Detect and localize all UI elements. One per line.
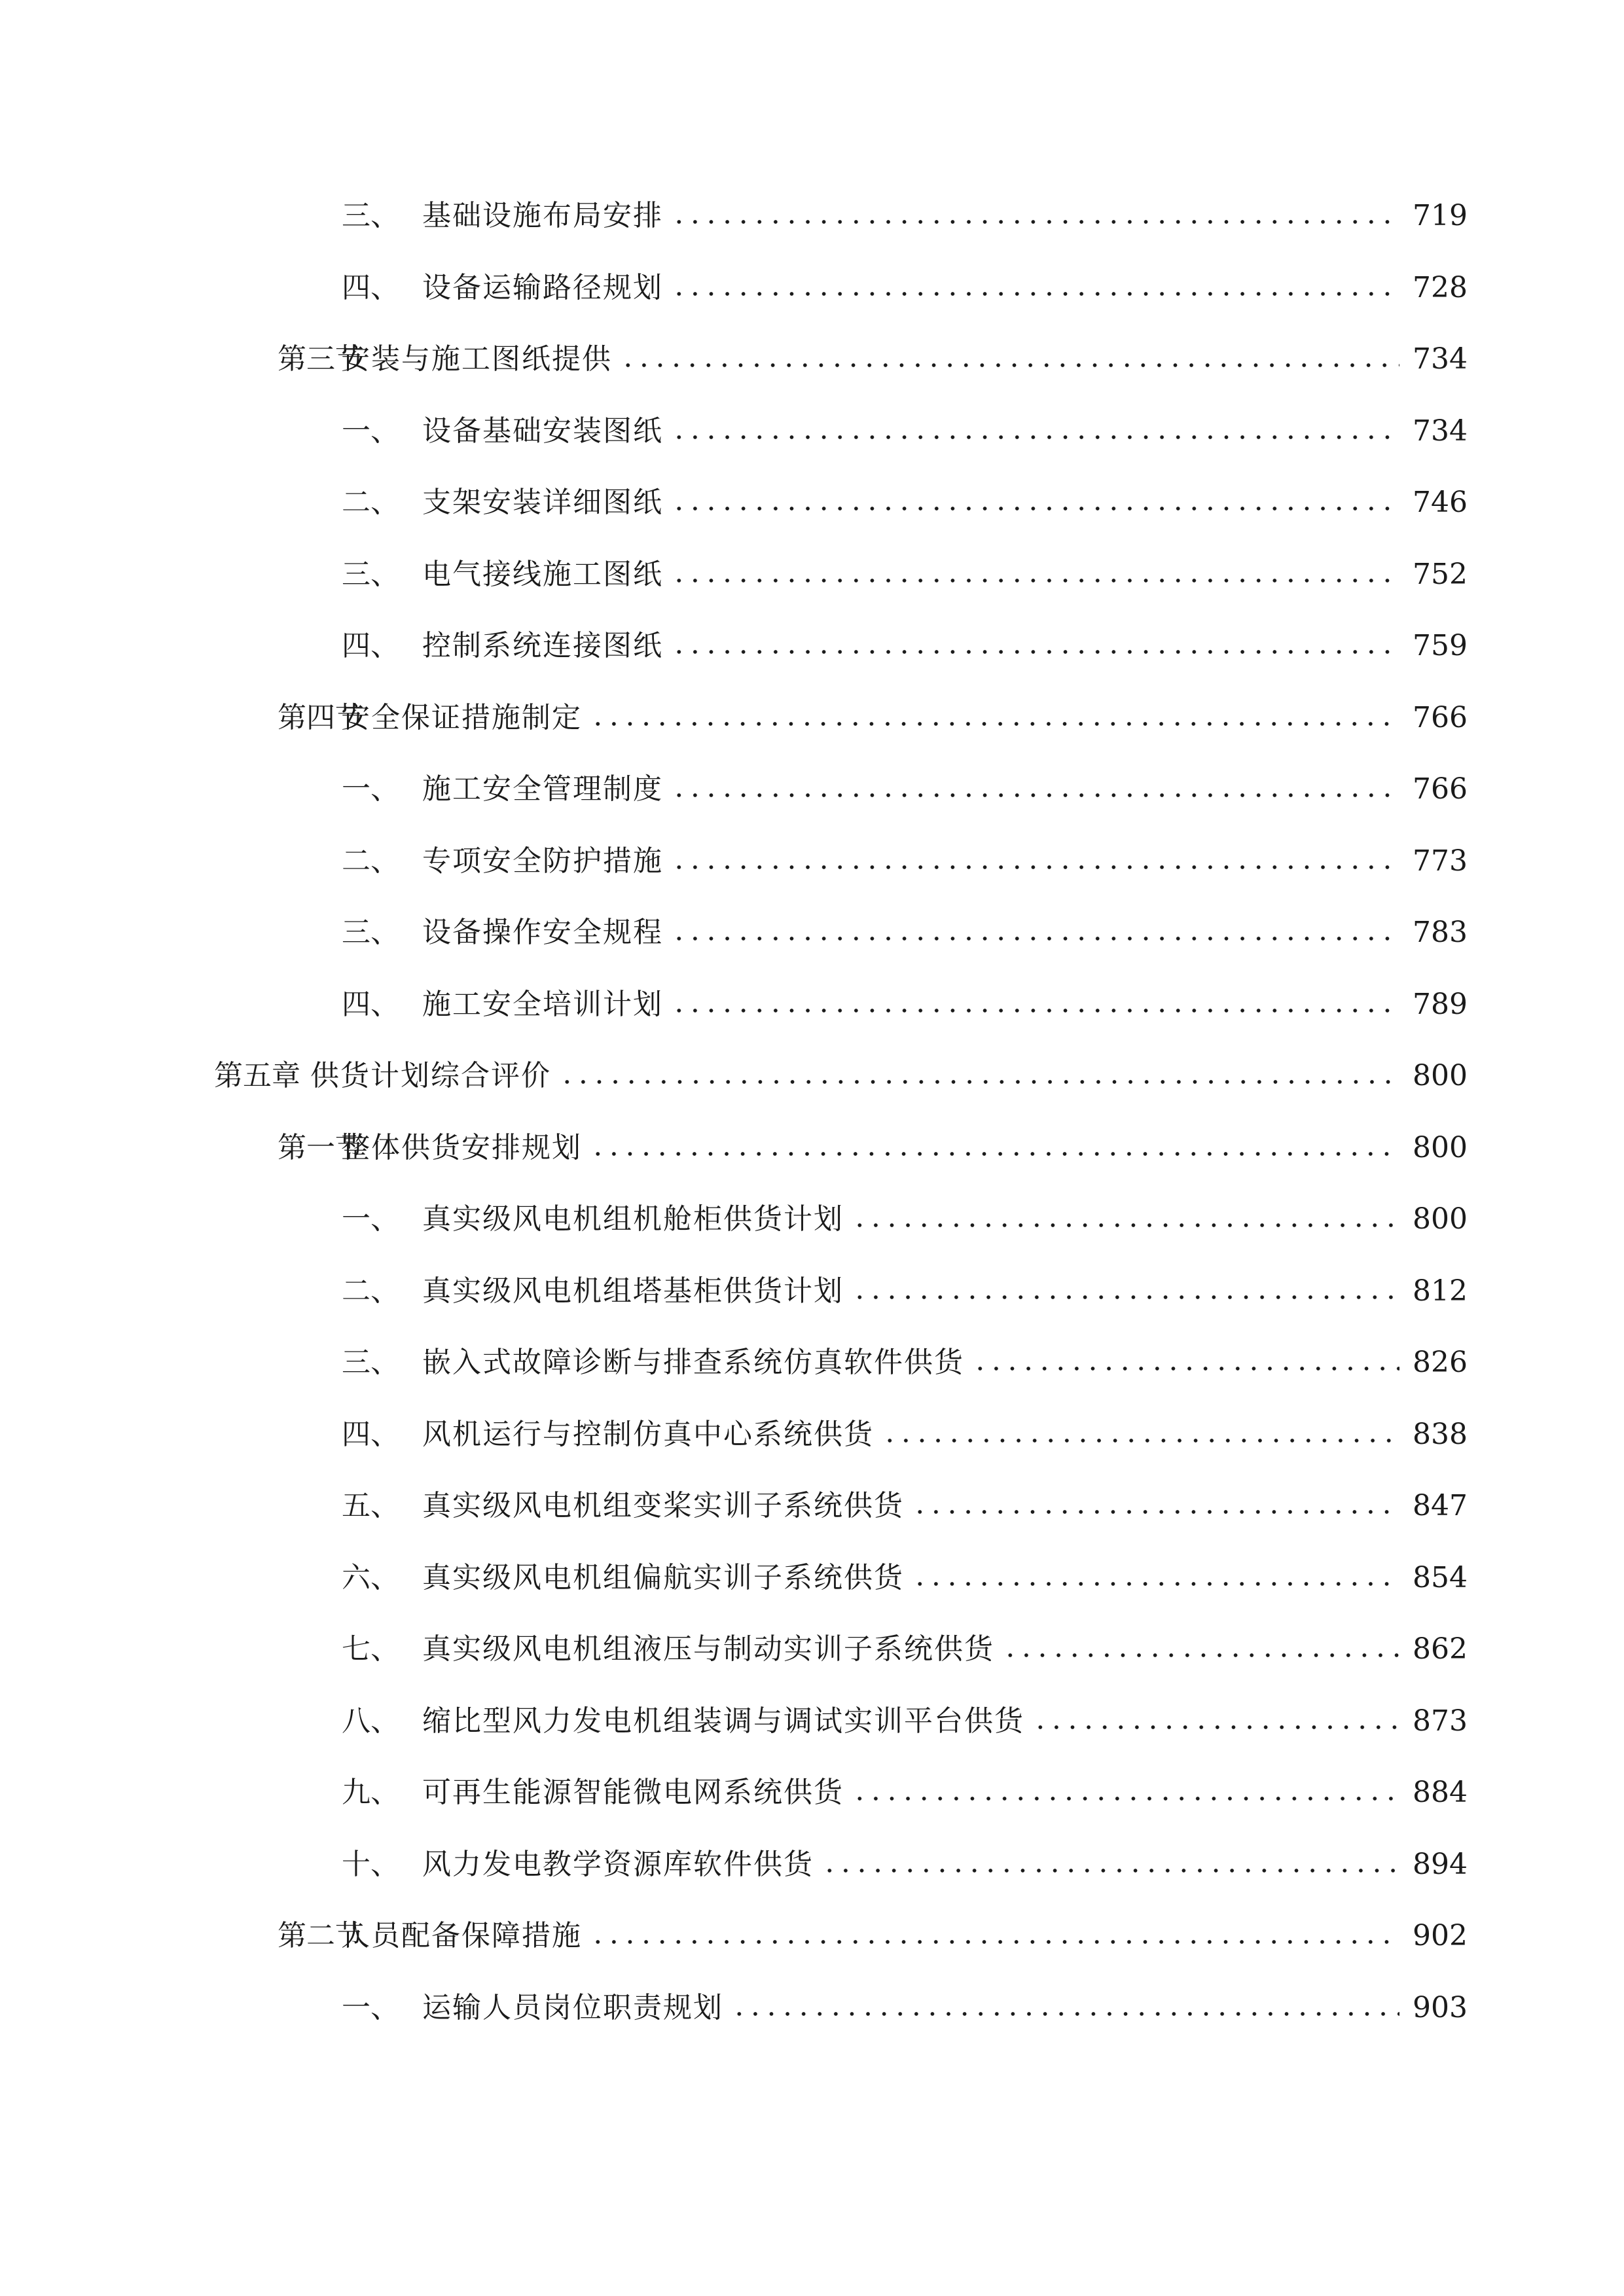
toc-entry-title: 风力发电教学资源库软件供货	[422, 1848, 814, 1881]
toc-entry-item[interactable]	[342, 1340, 1468, 1386]
toc-dot-leader	[590, 1939, 1399, 1945]
toc-entry-number: 一、	[342, 1202, 399, 1236]
toc-entry-title: 真实级风电机组偏航实训子系统供货	[422, 1561, 904, 1594]
toc-entry-number: 二、	[342, 844, 399, 878]
toc-dot-leader	[559, 1079, 1399, 1085]
toc-entry-number: 四、	[342, 629, 399, 662]
toc-entry-chapter[interactable]	[214, 1053, 1468, 1099]
toc-entry-number: 四、	[342, 271, 399, 304]
toc-entry-title: 运输人员岗位职责规划	[422, 1991, 723, 2024]
toc-dot-leader	[671, 649, 1399, 655]
toc-entry-page-number: 847	[1413, 1489, 1468, 1522]
toc-entry-page-number: 766	[1413, 701, 1468, 734]
toc-entry-page-number: 854	[1413, 1561, 1468, 1594]
toc-entry-title: 基础设施布局安排	[422, 199, 663, 232]
toc-entry-page-number: 800	[1413, 1059, 1468, 1092]
toc-entry-page-number: 759	[1413, 629, 1468, 662]
toc-entry-item[interactable]	[342, 766, 1468, 812]
toc-entry-number: 三、	[342, 1346, 399, 1379]
toc-entry-page-number: 800	[1413, 1202, 1468, 1236]
toc-entry-number: 四、	[342, 1418, 399, 1451]
toc-entry-item[interactable]	[342, 1698, 1468, 1744]
toc-entry-number: 五、	[342, 1489, 399, 1522]
toc-entry-section[interactable]	[278, 1125, 1468, 1171]
toc-entry-title: 嵌入式故障诊断与排查系统仿真软件供货	[422, 1346, 964, 1379]
toc-entry-item[interactable]	[342, 480, 1468, 526]
toc-entry-item[interactable]	[342, 910, 1468, 956]
toc-entry-number: 第四节	[278, 701, 364, 734]
toc-entry-title: 缩比型风力发电机组装调与调试实训平台供货	[422, 1704, 1024, 1738]
toc-entry-title: 真实级风电机组液压与制动实训子系统供货	[422, 1632, 994, 1666]
toc-entry-title: 可再生能源智能微电网系统供货	[422, 1776, 844, 1809]
toc-entry-item[interactable]	[342, 408, 1468, 454]
toc-entry-section[interactable]	[278, 695, 1468, 741]
toc-entry-number: 三、	[342, 558, 399, 591]
toc-entry-number: 第二节	[278, 1919, 364, 1952]
toc-dot-leader	[671, 578, 1399, 583]
toc-entry-item[interactable]	[342, 1555, 1468, 1601]
toc-dot-leader	[671, 219, 1399, 224]
toc-entry-number: 三、	[342, 916, 399, 949]
toc-entry-item[interactable]	[342, 1268, 1468, 1314]
toc-entry-title: 支架安装详细图纸	[422, 486, 663, 519]
toc-dot-leader	[852, 1796, 1399, 1801]
toc-entry-item[interactable]	[342, 1770, 1468, 1816]
toc-dot-leader	[671, 865, 1399, 870]
toc-dot-leader	[912, 1509, 1399, 1515]
toc-entry-number: 八、	[342, 1704, 399, 1738]
toc-entry-number: 一、	[342, 1991, 399, 2024]
toc-dot-leader	[1002, 1653, 1399, 1658]
toc-entry-title: 设备基础安装图纸	[422, 414, 663, 448]
toc-entry-page-number: 826	[1413, 1346, 1468, 1379]
toc-entry-item[interactable]	[342, 1483, 1468, 1529]
toc-entry-page-number: 734	[1413, 342, 1468, 376]
toc-entry-title: 真实级风电机组塔基柜供货计划	[422, 1274, 844, 1308]
toc-entry-number: 第五章	[214, 1059, 300, 1092]
toc-entry-title: 风机运行与控制仿真中心系统供货	[422, 1418, 874, 1451]
toc-entry-number: 三、	[342, 199, 399, 232]
toc-entry-title: 真实级风电机组变桨实训子系统供货	[422, 1489, 904, 1522]
toc-entry-page-number: 812	[1413, 1274, 1468, 1308]
toc-entry-number: 第三节	[278, 342, 364, 376]
toc-dot-leader	[620, 363, 1399, 368]
toc-entry-page-number: 873	[1413, 1704, 1468, 1738]
toc-entry-page-number: 862	[1413, 1632, 1468, 1666]
toc-entry-item[interactable]	[342, 1626, 1468, 1672]
toc-dot-leader	[671, 936, 1399, 941]
toc-entry-number: 一、	[342, 414, 399, 448]
toc-entry-item[interactable]	[342, 1196, 1468, 1242]
toc-entry-page-number: 783	[1413, 916, 1468, 949]
toc-dot-leader	[671, 506, 1399, 511]
toc-dot-leader	[671, 793, 1399, 798]
toc-entry-page-number: 884	[1413, 1776, 1468, 1809]
toc-entry-number: 七、	[342, 1632, 399, 1666]
toc-entry-page-number: 800	[1413, 1131, 1468, 1164]
toc-dot-leader	[731, 2011, 1399, 2017]
toc-entry-item[interactable]	[342, 552, 1468, 598]
toc-entry-page-number: 902	[1413, 1919, 1468, 1952]
toc-entry-item[interactable]	[342, 1412, 1468, 1458]
toc-entry-page-number: 734	[1413, 414, 1468, 448]
toc-entry-section[interactable]	[278, 336, 1468, 382]
toc-dot-leader	[972, 1366, 1399, 1371]
toc-entry-item[interactable]	[342, 982, 1468, 1028]
toc-entry-title: 设备运输路径规划	[422, 271, 663, 304]
toc-entry-section[interactable]	[278, 1913, 1468, 1959]
toc-entry-title: 供货计划综合评价	[310, 1059, 551, 1092]
toc-entry-title: 施工安全管理制度	[422, 772, 663, 806]
toc-entry-page-number: 903	[1413, 1991, 1468, 2024]
toc-entry-item[interactable]	[342, 623, 1468, 669]
toc-entry-page-number: 728	[1413, 271, 1468, 304]
toc-entry-page-number: 789	[1413, 988, 1468, 1021]
toc-entry-title: 安全保证措施制定	[341, 701, 582, 734]
toc-entry-title: 人员配备保障措施	[341, 1919, 582, 1952]
toc-entry-title: 安装与施工图纸提供	[341, 342, 612, 376]
toc-entry-page-number: 719	[1413, 199, 1468, 232]
toc-dot-leader	[671, 435, 1399, 440]
toc-entry-number: 六、	[342, 1561, 399, 1594]
toc-entry-page-number: 838	[1413, 1418, 1468, 1451]
toc-dot-leader	[671, 291, 1399, 296]
toc-entry-title: 整体供货安排规划	[341, 1131, 582, 1164]
toc-dot-leader	[912, 1581, 1399, 1587]
toc-entry-page-number: 766	[1413, 772, 1468, 806]
toc-entry-number: 二、	[342, 486, 399, 519]
toc-entry-item[interactable]	[342, 1985, 1468, 2031]
toc-dot-leader	[882, 1438, 1399, 1443]
toc-entry-number: 一、	[342, 772, 399, 806]
toc-entry-title: 真实级风电机组机舱柜供货计划	[422, 1202, 844, 1236]
toc-entry-page-number: 773	[1413, 844, 1468, 878]
toc-entry-title: 施工安全培训计划	[422, 988, 663, 1021]
toc-entry-number: 第一节	[278, 1131, 364, 1164]
toc-entry-item[interactable]	[342, 1842, 1468, 1888]
toc-entry-title: 控制系统连接图纸	[422, 629, 663, 662]
toc-dot-leader	[821, 1868, 1399, 1873]
toc-entry-title: 专项安全防护措施	[422, 844, 663, 878]
toc-entry-page-number: 894	[1413, 1848, 1468, 1881]
toc-entry-page-number: 752	[1413, 558, 1468, 591]
toc-dot-leader	[852, 1223, 1399, 1228]
toc-entry-title: 电气接线施工图纸	[422, 558, 663, 591]
toc-entry-item[interactable]	[342, 265, 1468, 311]
toc-dot-leader	[590, 721, 1399, 726]
toc-dot-leader	[590, 1151, 1399, 1157]
toc-entry-item[interactable]	[342, 838, 1468, 884]
toc-entry-number: 十、	[342, 1848, 399, 1881]
toc-dot-leader	[671, 1008, 1399, 1013]
toc-entry-number: 四、	[342, 988, 399, 1021]
toc-entry-title: 设备操作安全规程	[422, 916, 663, 949]
toc-dot-leader	[1032, 1725, 1399, 1730]
toc-entry-page-number: 746	[1413, 486, 1468, 519]
toc-entry-number: 九、	[342, 1776, 399, 1809]
toc-entry-number: 二、	[342, 1274, 399, 1308]
toc-entry-item[interactable]	[342, 193, 1468, 239]
toc-dot-leader	[852, 1295, 1399, 1300]
